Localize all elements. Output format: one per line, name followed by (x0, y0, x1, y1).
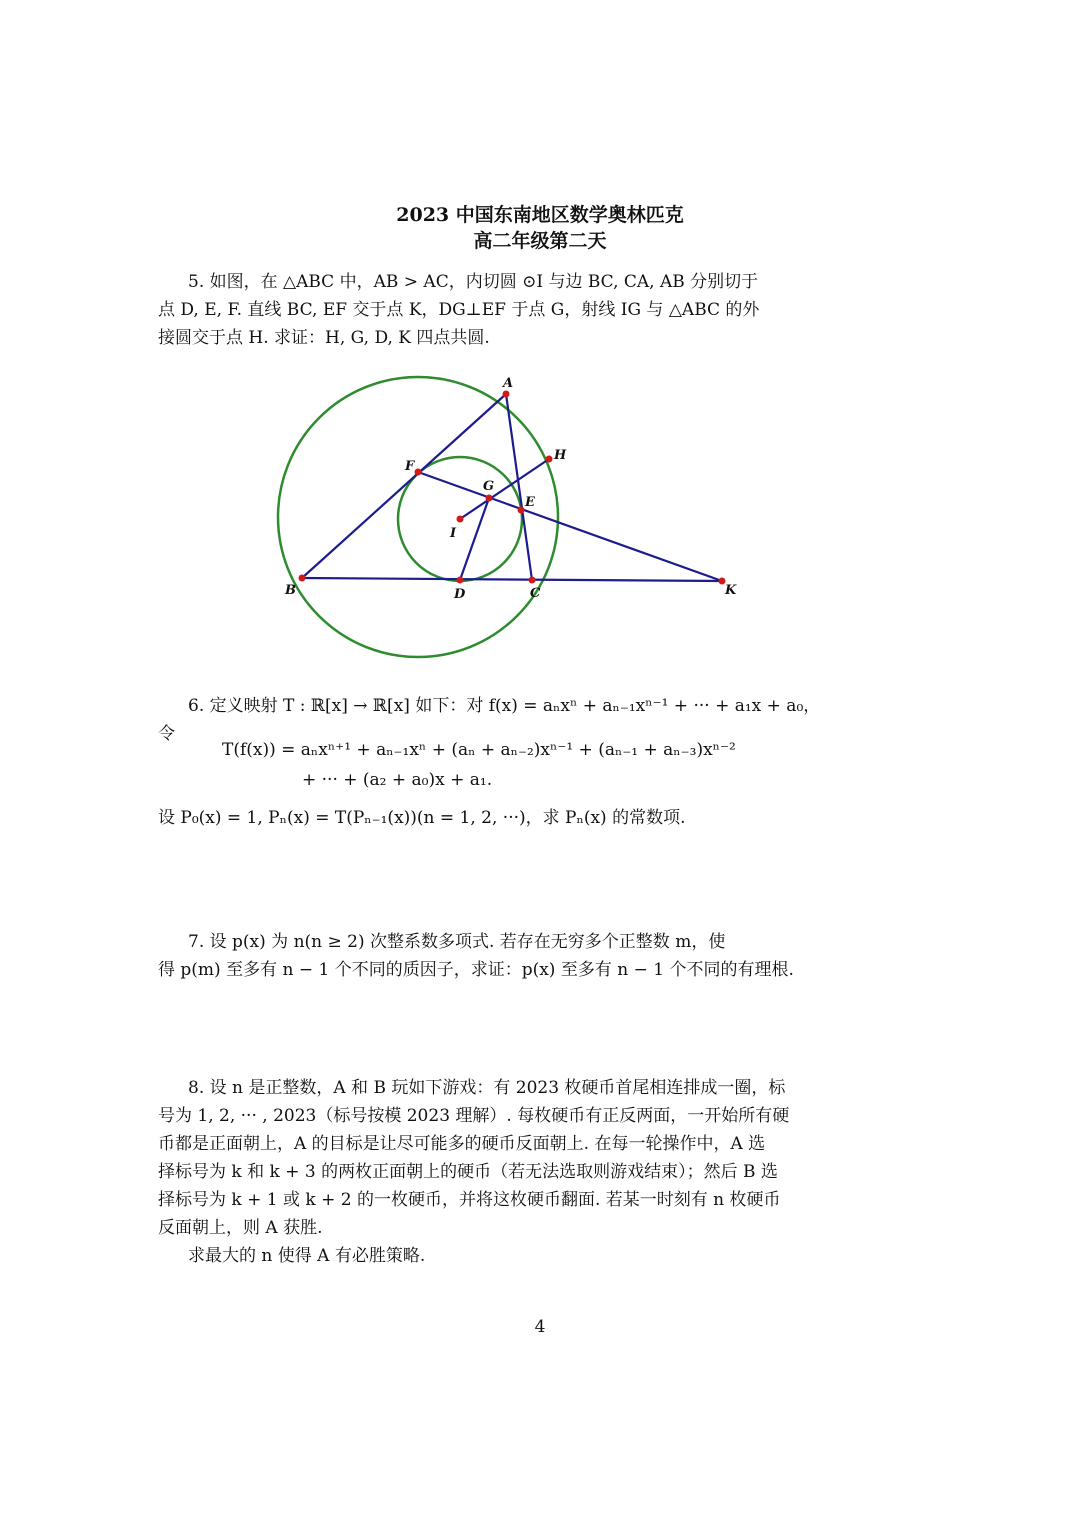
label-C: C (530, 586, 541, 601)
problem-6-equation-2: + ··· + (a₂ + a₀)x + a₁. (302, 770, 493, 790)
label-A: A (503, 376, 514, 391)
problem-6-line: 6. 定义映射 T : ℝ[x] → ℝ[x] 如下：对 f(x) = aₙxⁿ + aₙ₋₁xⁿ⁻¹ + ··· + a₁x + a₀， (188, 696, 821, 716)
point-D (457, 577, 464, 584)
label-H: H (554, 448, 567, 463)
problem-7 (158, 928, 878, 984)
problem-8-line: 择标号为 k + 1 或 k + 2 的一枚硬币，并将这枚硬币翻面. 若某一时刻有 n 枚硬币 (158, 1190, 781, 1210)
point-B (299, 575, 306, 582)
problem-8-line: 反面朝上，则 A 获胜. (158, 1218, 323, 1238)
problem-6-question (158, 804, 878, 832)
problem-8 (158, 1074, 878, 1270)
problem-7-line: 7. 设 p(x) 为 n(n ≥ 2) 次整系数多项式. 若存在无穷多个正整数 m，使 (188, 932, 726, 952)
problem-5-line: 点 D, E, F. 直线 BC, EF 交于点 K，DG⊥EF 于点 G，射线 IG 与 △ABC 的外 (158, 300, 760, 320)
geometry-figure (270, 370, 830, 660)
problem-7-line: 得 p(m) 至多有 n − 1 个不同的质因子，求证：p(x) 至多有 n − 1 个不同的有理根. (158, 960, 794, 980)
problem-6-line: 设 P₀(x) = 1, Pₙ(x) = T(Pₙ₋₁(x))(n = 1, 2, ···)，求 Pₙ(x) 的常数项. (158, 808, 686, 828)
point-C (529, 577, 536, 584)
segment-IH (460, 459, 549, 519)
point-G (486, 495, 493, 502)
problem-5-line: 5. 如图，在 △ABC 中，AB > AC，内切圆 ⊙I 与边 BC, CA, AB 分别切于 (188, 272, 759, 292)
segment-FK (418, 472, 722, 581)
page-number: 4 (534, 1317, 546, 1337)
point-H (546, 456, 553, 463)
circumcircle (278, 377, 558, 657)
label-B: B (285, 583, 296, 598)
problem-8-line: 币都是正面朝上，A 的目标是让尽可能多的硬币反面朝上. 在每一轮操作中，A 选 (158, 1134, 766, 1154)
segment-AB (302, 394, 506, 578)
problem-5 (158, 268, 878, 352)
label-G: G (483, 479, 495, 494)
problem-8-line: 号为 1, 2, ··· , 2023（标号按模 2023 理解）. 每枚硬币有正反两面，一开始所有硬 (158, 1106, 790, 1126)
problem-8-line: 求最大的 n 使得 A 有必胜策略. (188, 1246, 426, 1266)
label-I: I (450, 526, 457, 541)
problem-8-line: 择标号为 k 和 k + 3 的两枚正面朝上的硬币（若无法选取则游戏结束）；然后 B 选 (158, 1162, 778, 1182)
point-I (457, 516, 464, 523)
segment-AC (506, 394, 532, 580)
label-D: D (454, 587, 466, 602)
page-title: 2023 中国东南地区数学奥林匹克 (396, 204, 684, 226)
problem-6-equation-1: T(f(x)) = aₙxⁿ⁺¹ + aₙ₋₁xⁿ + (aₙ + aₙ₋₂)xⁿ⁻¹ + (aₙ₋₁ + aₙ₋₃)xⁿ⁻² (222, 740, 736, 760)
label-E: E (525, 495, 535, 510)
label-K: K (725, 583, 737, 598)
label-F: F (405, 459, 415, 474)
point-F (415, 469, 422, 476)
segment-BK (302, 578, 722, 581)
point-E (518, 507, 525, 514)
page-subtitle: 高二年级第二天 (473, 230, 607, 252)
point-A (503, 391, 510, 398)
problem-8-line: 8. 设 n 是正整数，A 和 B 玩如下游戏：有 2023 枚硬币首尾相连排成一圈，标 (188, 1078, 786, 1098)
problem-5-line: 接圆交于点 H. 求证：H, G, D, K 四点共圆. (158, 328, 490, 348)
problem-6-line: 令 (158, 724, 175, 744)
